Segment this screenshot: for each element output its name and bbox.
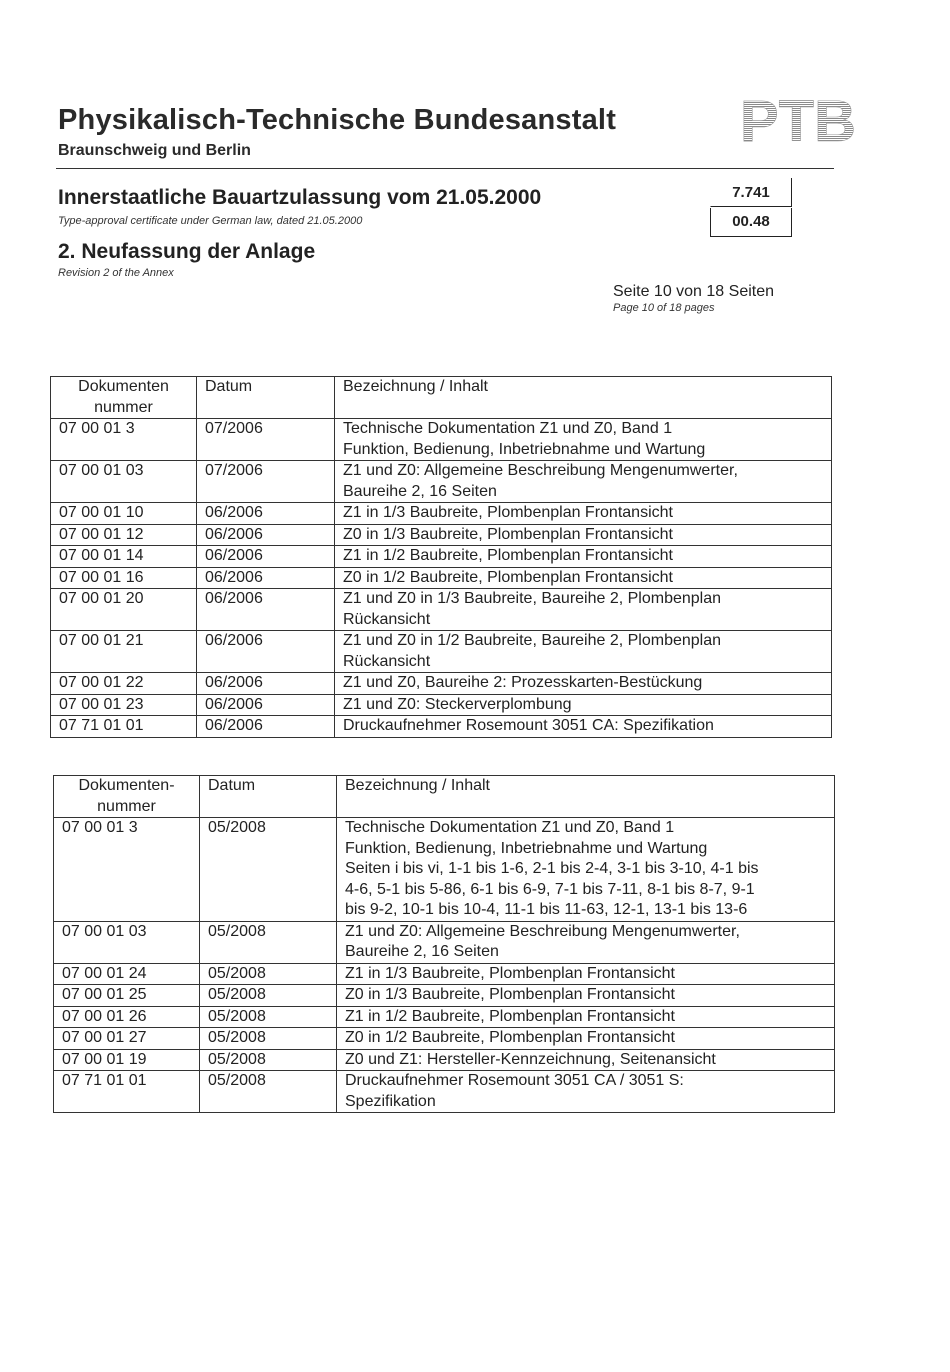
table-row bbox=[54, 985, 835, 1007]
description-cell: Technische Dokumentation Z1 und Z0, Band 1 Funktion, Bedienung, Inbetriebnahme und Wartung bbox=[335, 419, 832, 461]
table-row bbox=[54, 963, 835, 985]
document-number-cell: 07 00 01 22 bbox=[51, 673, 197, 695]
date-cell: 06/2006 bbox=[197, 716, 335, 738]
document-number-cell: 07 00 01 03 bbox=[54, 921, 200, 963]
table-row bbox=[54, 1006, 835, 1028]
document-number-cell: 07 00 01 19 bbox=[54, 1049, 200, 1071]
document-number-cell: 07 00 01 03 bbox=[51, 461, 197, 503]
certificate-subtitle: Type-approval certificate under German law, dated 21.05.2000 bbox=[58, 215, 363, 227]
document-number-cell: 07 00 01 20 bbox=[51, 589, 197, 631]
date-cell: 06/2006 bbox=[197, 524, 335, 546]
date-cell: 05/2008 bbox=[200, 818, 337, 922]
column-header-date: Datum bbox=[197, 377, 335, 419]
description-cell: Z1 und Z0, Baureihe 2: Prozesskarten-Bestückung bbox=[335, 673, 832, 695]
organization-location: Braunschweig und Berlin bbox=[58, 142, 251, 159]
document-number-cell: 07 00 01 16 bbox=[51, 567, 197, 589]
document-number-cell: 07 00 01 26 bbox=[54, 1006, 200, 1028]
revision-title: 2. Neufassung der Anlage bbox=[58, 240, 316, 263]
table-row bbox=[51, 461, 832, 503]
description-cell: Z0 in 1/3 Baubreite, Plombenplan Frontansicht bbox=[337, 985, 835, 1007]
description-cell: Z0 in 1/3 Baubreite, Plombenplan Frontansicht bbox=[335, 524, 832, 546]
table-row bbox=[54, 1028, 835, 1050]
description-cell: Z1 in 1/2 Baubreite, Plombenplan Frontansicht bbox=[337, 1006, 835, 1028]
table-row bbox=[51, 503, 832, 525]
description-cell: Z1 und Z0: Allgemeine Beschreibung Mengenumwerter, Baureihe 2, 16 Seiten bbox=[335, 461, 832, 503]
description-cell: Z1 in 1/2 Baubreite, Plombenplan Frontansicht bbox=[335, 546, 832, 568]
column-header-description: Bezeichnung / Inhalt bbox=[335, 377, 832, 419]
column-header-document-number: Dokumenten nummer bbox=[51, 377, 197, 419]
description-cell: Z1 und Z0 in 1/3 Baubreite, Baureihe 2, Plombenplan Rückansicht bbox=[335, 589, 832, 631]
column-header-date: Datum bbox=[200, 776, 337, 818]
date-cell: 07/2006 bbox=[197, 461, 335, 503]
table-row bbox=[51, 567, 832, 589]
revision-subtitle: Revision 2 of the Annex bbox=[58, 267, 174, 279]
document-number-cell: 07 00 01 24 bbox=[54, 963, 200, 985]
date-cell: 06/2006 bbox=[197, 589, 335, 631]
date-cell: 05/2008 bbox=[200, 1028, 337, 1050]
date-cell: 06/2006 bbox=[197, 503, 335, 525]
document-number-cell: 07 00 01 23 bbox=[51, 694, 197, 716]
column-header-description: Bezeichnung / Inhalt bbox=[337, 776, 835, 818]
page-label-english: Page 10 of 18 pages bbox=[613, 302, 715, 314]
table-row bbox=[51, 631, 832, 673]
description-cell: Z1 in 1/3 Baubreite, Plombenplan Frontansicht bbox=[335, 503, 832, 525]
date-cell: 06/2006 bbox=[197, 673, 335, 695]
approval-suffix: 00.48 bbox=[710, 208, 792, 237]
date-cell: 05/2008 bbox=[200, 963, 337, 985]
logo-text: PTB bbox=[740, 89, 856, 154]
table-row bbox=[51, 694, 832, 716]
table-header-row bbox=[54, 776, 835, 818]
document-number-cell: 07 00 01 25 bbox=[54, 985, 200, 1007]
description-cell: Z0 in 1/2 Baubreite, Plombenplan Frontansicht bbox=[337, 1028, 835, 1050]
description-cell: Druckaufnehmer Rosemount 3051 CA / 3051 S: Spezifikation bbox=[337, 1071, 835, 1113]
approval-number: 7.741 bbox=[710, 178, 792, 207]
date-cell: 05/2008 bbox=[200, 985, 337, 1007]
date-cell: 06/2006 bbox=[197, 694, 335, 716]
date-cell: 05/2008 bbox=[200, 1049, 337, 1071]
document-number-cell: 07 00 01 3 bbox=[54, 818, 200, 922]
table-row bbox=[51, 716, 832, 738]
description-cell: Technische Dokumentation Z1 und Z0, Band 1 Funktion, Bedienung, Inbetriebnahme und Wartung Seiten i bis vi, 1-1 bis 1-6, 2-1 bis 2-4, 3-1 bis 3-10, 4-1 bis 4-6, 5-1 bis 5-86, 6-1 bis 6-9, 7-1 bis 7-11, 8-1 bis 8-7, 9-1 bis 9-2, 10-1 bis 10-4, 11-1 bis 11-63, 12-1, 13-1 bis 13-6 bbox=[337, 818, 835, 922]
date-cell: 05/2008 bbox=[200, 1006, 337, 1028]
document-number-cell: 07 00 01 12 bbox=[51, 524, 197, 546]
table-row bbox=[51, 419, 832, 461]
document-number-cell: 07 71 01 01 bbox=[54, 1071, 200, 1113]
description-cell: Druckaufnehmer Rosemount 3051 CA: Spezifikation bbox=[335, 716, 832, 738]
date-cell: 05/2008 bbox=[200, 1071, 337, 1113]
page-label-german: Seite 10 von 18 Seiten bbox=[613, 283, 775, 300]
table-row bbox=[51, 524, 832, 546]
description-cell: Z1 und Z0 in 1/2 Baubreite, Baureihe 2, Plombenplan Rückansicht bbox=[335, 631, 832, 673]
description-cell: Z1 und Z0: Steckerverplombung bbox=[335, 694, 832, 716]
documents-table-2006 bbox=[50, 376, 832, 738]
description-cell: Z1 und Z0: Allgemeine Beschreibung Mengenumwerter, Baureihe 2, 16 Seiten bbox=[337, 921, 835, 963]
header-divider bbox=[56, 168, 834, 169]
document-number-cell: 07 00 01 21 bbox=[51, 631, 197, 673]
date-cell: 05/2008 bbox=[200, 921, 337, 963]
date-cell: 06/2006 bbox=[197, 567, 335, 589]
table-row bbox=[54, 818, 835, 922]
date-cell: 07/2006 bbox=[197, 419, 335, 461]
document-number-cell: 07 00 01 27 bbox=[54, 1028, 200, 1050]
documents-table-2008 bbox=[53, 775, 835, 1113]
document-number-cell: 07 71 01 01 bbox=[51, 716, 197, 738]
ptb-logo bbox=[740, 86, 856, 154]
table-row bbox=[51, 546, 832, 568]
description-cell: Z0 in 1/2 Baubreite, Plombenplan Frontansicht bbox=[335, 567, 832, 589]
certificate-title: Innerstaatliche Bauartzulassung vom 21.05.2000 bbox=[58, 186, 542, 209]
document-number-cell: 07 00 01 10 bbox=[51, 503, 197, 525]
table-row bbox=[54, 1071, 835, 1113]
table-header-row bbox=[51, 377, 832, 419]
table-row bbox=[54, 921, 835, 963]
organization-name: Physikalisch-Technische Bundesanstalt bbox=[58, 104, 617, 136]
table-row bbox=[51, 673, 832, 695]
document-number-cell: 07 00 01 14 bbox=[51, 546, 197, 568]
column-header-document-number: Dokumenten- nummer bbox=[54, 776, 200, 818]
date-cell: 06/2006 bbox=[197, 631, 335, 673]
document-number-cell: 07 00 01 3 bbox=[51, 419, 197, 461]
table-row bbox=[51, 589, 832, 631]
description-cell: Z0 und Z1: Hersteller-Kennzeichnung, Seitenansicht bbox=[337, 1049, 835, 1071]
table-row bbox=[54, 1049, 835, 1071]
date-cell: 06/2006 bbox=[197, 546, 335, 568]
description-cell: Z1 in 1/3 Baubreite, Plombenplan Frontansicht bbox=[337, 963, 835, 985]
